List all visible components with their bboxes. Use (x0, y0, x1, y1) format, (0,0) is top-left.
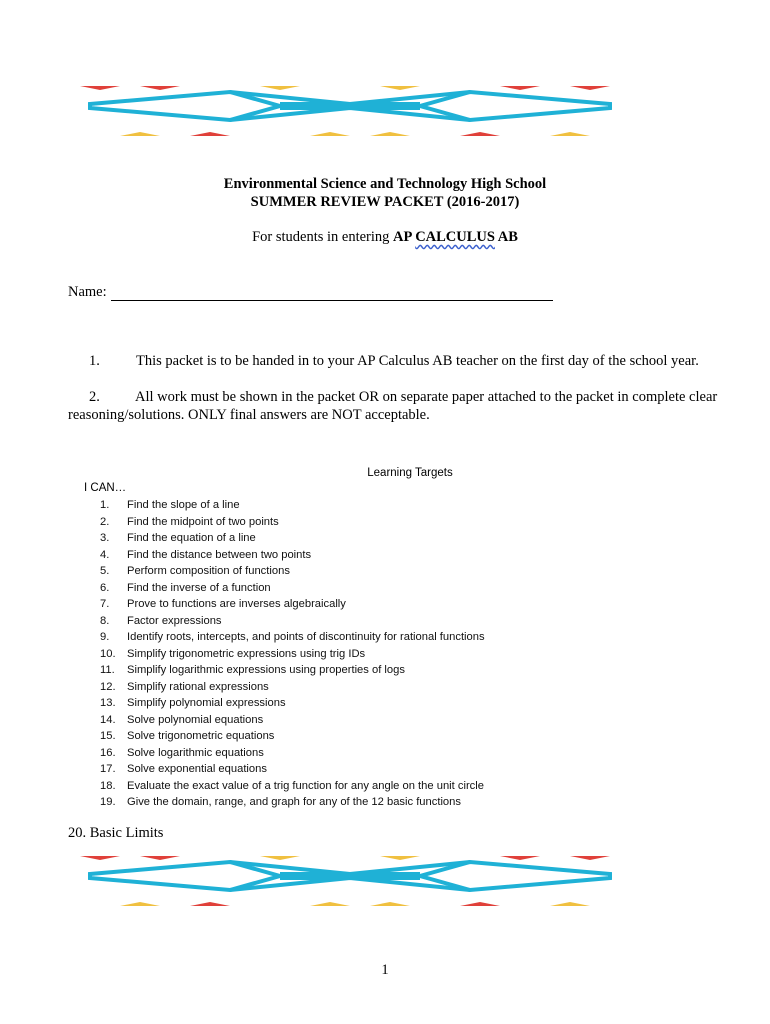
decorative-band-bottom (80, 854, 620, 910)
item-number: 11. (100, 664, 115, 676)
packet-title: SUMMER REVIEW PACKET (2016-2017) (250, 194, 520, 210)
basic-limits-heading: 20. Basic Limits (68, 825, 164, 841)
band-pattern-icon (80, 856, 610, 906)
item-text: Perform composition of functions (127, 565, 290, 577)
decorative-band-top (80, 84, 620, 140)
i-can-label: I CAN… (84, 482, 127, 494)
list-item (100, 679, 485, 696)
list-item (100, 778, 485, 795)
learning-targets-list (100, 497, 485, 811)
band-pattern-icon (80, 86, 610, 136)
school-name: Environmental Science and Technology High School (223, 176, 547, 192)
item-number: 9. (100, 631, 110, 643)
item-number: 10. (100, 647, 116, 660)
item-number: 2. (100, 515, 110, 528)
item-text: Find the slope of a line (127, 499, 240, 511)
list-item (100, 613, 485, 630)
item-text: Find the inverse of a function (127, 581, 271, 594)
item-text: Solve polynomial equations (127, 713, 264, 726)
item-number: 5. (100, 565, 110, 577)
item-text: Solve logarithmic equations (127, 746, 264, 759)
course-ap: AP (393, 229, 412, 245)
entering-course-line (0, 229, 770, 246)
item-text: Factor expressions (127, 614, 222, 627)
course-calculus: CALCULUS (415, 229, 495, 245)
item-text: Find the distance between two points (127, 548, 312, 561)
list-item (100, 646, 485, 663)
name-field[interactable] (68, 284, 553, 301)
instruction-number: 2. (89, 389, 100, 405)
name-label: Name: (68, 284, 107, 300)
item-text: Solve exponential equations (127, 763, 267, 775)
list-item (100, 530, 485, 547)
item-text: Identify roots, intercepts, and points of discontinuity for rational functions (127, 631, 485, 643)
item-number: 14. (100, 713, 116, 726)
course-ab: AB (497, 229, 518, 245)
item-number: 8. (100, 614, 110, 627)
item-number: 19. (100, 796, 116, 808)
list-item (100, 712, 485, 729)
item-text: Give the domain, range, and graph for any of the 12 basic functions (127, 796, 461, 808)
item-text: Simplify polynomial expressions (127, 697, 286, 709)
item-number: 6. (100, 581, 110, 594)
item-number: 18. (100, 779, 116, 792)
entering-prefix: For students in entering (252, 229, 394, 245)
list-item (100, 547, 485, 564)
instruction-number: 1. (89, 353, 100, 369)
item-text: Simplify trigonometric expressions using trig IDs (127, 647, 366, 660)
list-item (100, 761, 485, 778)
page-number: 1 (381, 962, 389, 978)
item-text: Find the equation of a line (127, 532, 256, 544)
item-text: Simplify rational expressions (127, 680, 269, 693)
instruction-item (68, 388, 718, 424)
list-item (100, 695, 485, 712)
list-item (100, 745, 485, 762)
instruction-text: This packet is to be handed in to your AP Calculus AB teacher on the first day of the school year. (136, 353, 699, 369)
list-item (100, 596, 485, 613)
item-number: 17. (100, 763, 116, 775)
item-number: 12. (100, 680, 116, 693)
item-number: 15. (100, 730, 116, 742)
item-number: 7. (100, 598, 110, 610)
list-item (100, 662, 485, 679)
item-text: Simplify logarithmic expressions using properties of logs (127, 664, 405, 676)
item-text: Solve trigonometric equations (127, 730, 275, 742)
item-number: 4. (100, 548, 110, 561)
instruction-text: All work must be shown in the packet OR on separate paper attached to the packet in complete clear reasoning/solutions. ONLY final answers are NOT acceptable. (68, 389, 718, 423)
learning-targets-title: Learning Targets (367, 467, 453, 479)
item-text: Find the midpoint of two points (127, 515, 279, 528)
name-blank-line[interactable] (111, 286, 553, 301)
list-item (100, 794, 485, 811)
list-item (100, 629, 485, 646)
item-number: 3. (100, 532, 110, 544)
list-item (100, 580, 485, 597)
item-text: Evaluate the exact value of a trig function for any angle on the unit circle (127, 779, 484, 792)
item-number: 16. (100, 746, 116, 759)
item-number: 1. (100, 499, 110, 511)
list-item (100, 728, 485, 745)
list-item (100, 514, 485, 531)
list-item (100, 497, 485, 514)
list-item (100, 563, 485, 580)
item-number: 13. (100, 697, 116, 709)
item-text: Prove to functions are inverses algebraically (127, 598, 346, 610)
